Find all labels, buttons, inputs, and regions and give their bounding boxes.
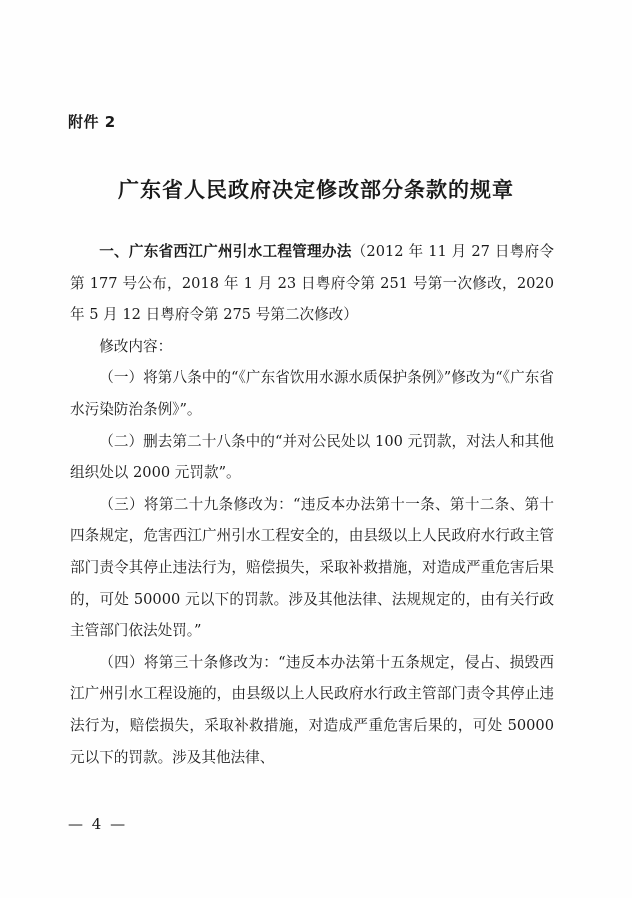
amendment-item-3: （三）将第二十九条修改为：“违反本办法第十一条、第十二条、第十四条规定，危害西江广州引水工程安全的，由县级以上人民政府水行政主管部门责令其停止违法行为，赔偿损失，采取补救措施，对造成严重危害后果的，可处 50000 元以下的罚款。涉及其他法律、法规规定的，由有关行政主管部门依法处罚。” — [70, 495, 554, 640]
section-1-heading: 一、广东省西江广州引水工程管理办法 — [99, 243, 352, 260]
amendment-item-2: （二）删去第二十八条中的“并对公民处以 100 元罚款，对法人和其他组织处以 2000 元罚款”。 — [70, 432, 554, 482]
attachment-label: 附件 2 — [68, 113, 116, 131]
section-1-paragraph — [70, 236, 554, 331]
document-body — [70, 236, 554, 773]
document-title: 广东省人民政府决定修改部分条款的规章 — [118, 177, 514, 202]
content-label: 修改内容： — [99, 337, 173, 355]
amendment-item-4: （四）将第三十条修改为：“违反本办法第十五条规定，侵占、损毁西江广州引水工程设施的，由县级以上人民政府水行政主管部门责令其停止违法行为，赔偿损失，采取补救措施，对造成严重危害后果的，可处 50000 元以下的罚款。涉及其他法律、 — [70, 653, 554, 766]
amendment-item-1: （一）将第八条中的“《广东省饮用水源水质保护条例》”修改为“《广东省水污染防治条例》”。 — [70, 369, 554, 418]
section-1-note: （2012 年 11 月 27 日粤府令第 177 号公布，2018 年 1 月 23 日粤府令第 251 号第一次修改，2020 年 5 月 12 日粤府令第 275 号第二次修改） — [70, 243, 554, 324]
page-number: — 4 — — [68, 815, 128, 833]
